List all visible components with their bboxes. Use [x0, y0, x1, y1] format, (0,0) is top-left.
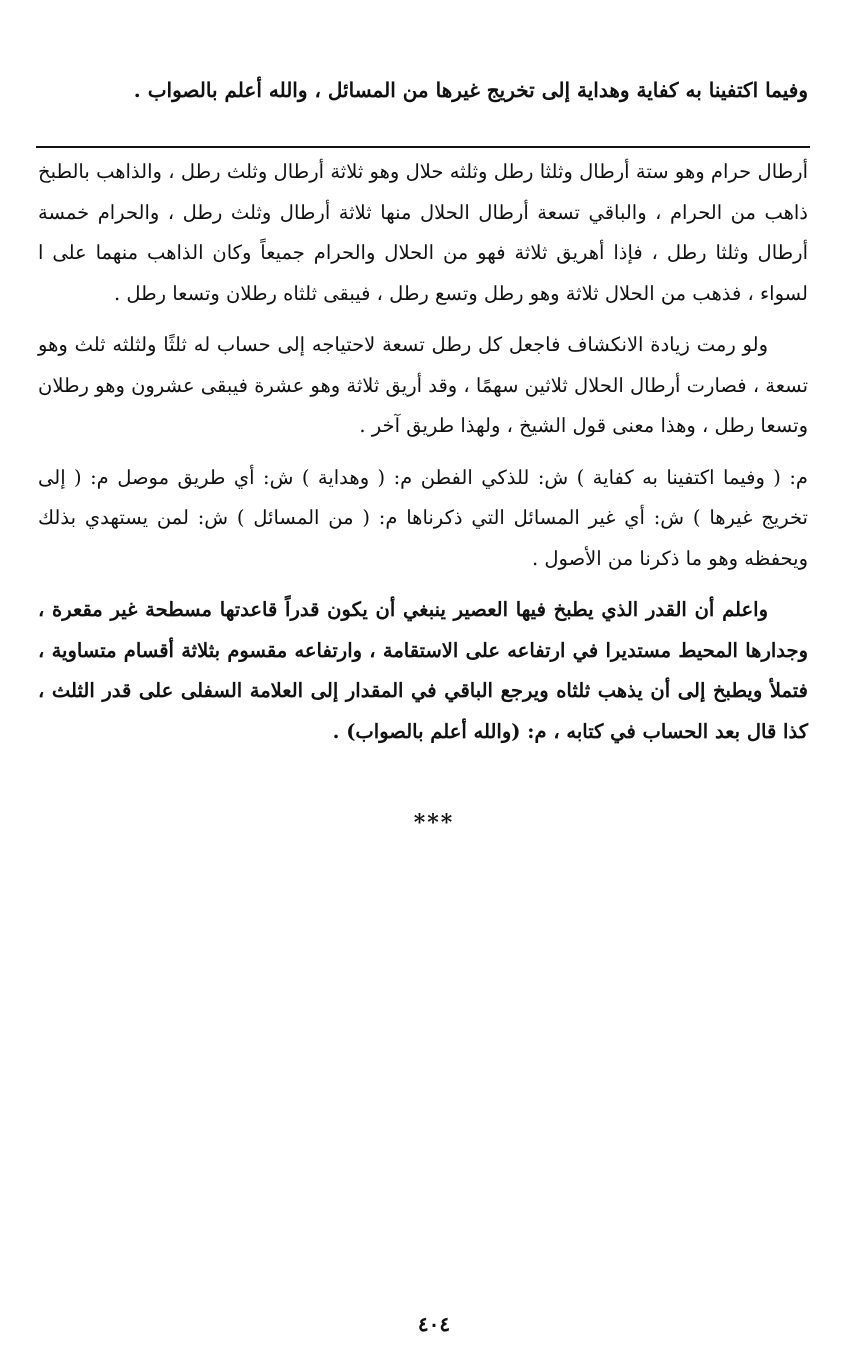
paragraph-commentary: م: ( وفيما اكتفينا به كفاية ) ش: للذكي الفطن م: ( وهداية ) ش: أي طريق موصل م: ( إلى تخريج غيرها ) ش: أي غير المسائل التي ذكرناها م: ( من المسائل ) ش: لمن يستهدي بذلك ويحفظه وهو ما ذكرنا من الأصول .	[38, 465, 808, 570]
page-number: ٤٠٤	[417, 1312, 451, 1336]
header-rule	[36, 146, 810, 148]
paragraph-clarification: ولو رمت زيادة الانكشاف فاجعل كل رطل تسعة لاحتياجه إلى حساب له ثلثًا ولثلثه ثلث وهو تسعة ، فصارت أرطال الحلال ثلاثين سهمًا ، وقد أريق ثلاثة وهو عشرة فيبقى عشرون وهو رطلان وتسعا رطل ، وهذا معنى قول الشيخ ، ولهذا طريق آخر .	[38, 333, 808, 437]
paragraph-pot-description: واعلم أن القدر الذي يطبخ فيها العصير ينبغي أن يكون قدراً قاعدتها مسطحة غير مقعرة ، وجدارها المحيط مستديرا في ارتفاعه على الاستقامة ، وارتفاعه مقسوم بثلاثة أقسام متساوية ، فتملأ ويطبخ إلى أن يذهب ثلثاه ويرجع الباقي في المقدار إلى العلامة السفلى على قدر الثلث ، كذا قال بعد الحساب في كتابه ، م: (والله أعلم بالصواب) .	[38, 598, 808, 743]
paragraph-calculation: أرطال حرام وهو ستة أرطال وثلثا رطل وثلثه حلال وهو ثلاثة أرطال وثلث رطل ، والذاهب بالطبخ ذاهب من الحرام ، والباقي تسعة أرطال الحلال منها ثلاثة أرطال وثلث رطل ، والحرام خمسة أرطال وثلثا رطل ، فإذا أهريق ثلاثة فهو من الحلال والحرام جميعاً وكان الذاهب منهما على ا لسواء ، فذهب من الحلال ثلاثة وهو رطل وتسع رطل ، فيبقى ثلثاه رطلان وتسعا رطل .	[38, 160, 808, 305]
page-body	[38, 152, 808, 763]
section-separator: ***	[413, 810, 455, 836]
running-header: وفيما اكتفينا به كفاية وهداية إلى تخريج غيرها من المسائل ، والله أعلم بالصواب .	[133, 78, 808, 102]
